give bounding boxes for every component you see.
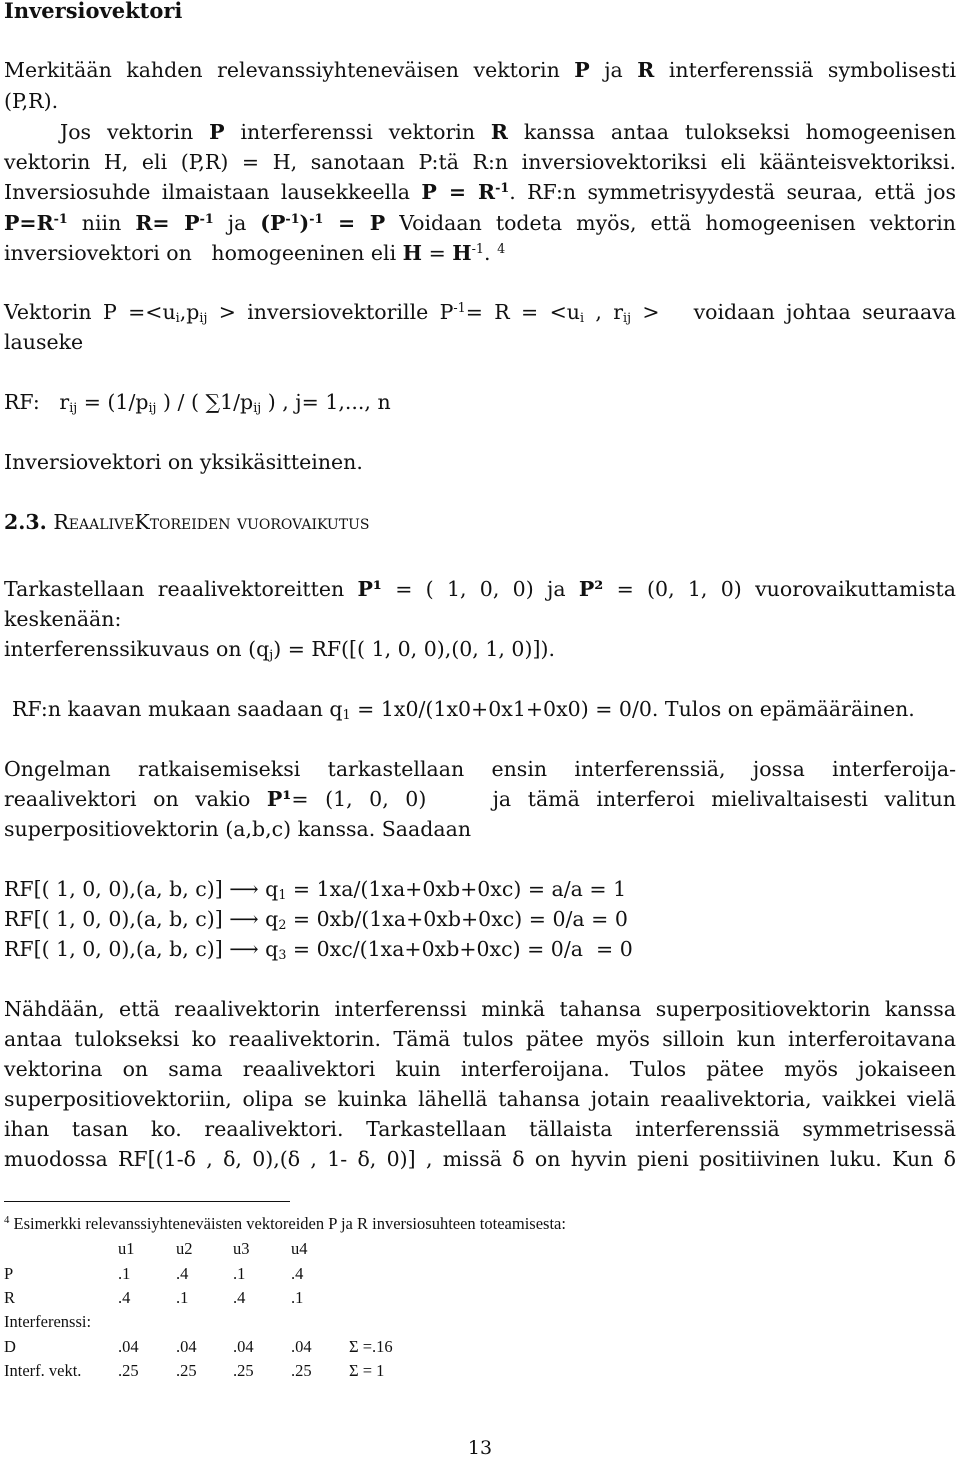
table-cell: Interf. vekt. (4, 1361, 82, 1381)
table-cell: .25 (176, 1361, 197, 1381)
table-cell: .04 (176, 1336, 197, 1356)
table-cell: .1 (291, 1287, 304, 1307)
footnote-separator (4, 1201, 290, 1202)
table-cell: Σ = 1 (349, 1361, 385, 1381)
page-title: Inversiovektori (4, 0, 183, 23)
paragraph-line: (P,R). (4, 89, 59, 113)
table-cell: .4 (176, 1263, 189, 1283)
paragraph-line: keskenään: (4, 607, 122, 631)
paragraph-line: RF:n kaavan mukaan saadaan $q_1 = 1x0/(1x0+0x1+0x0) = 0/0$. Tulos on epämääräinen. (12, 697, 915, 723)
table-cell: u3 (233, 1239, 250, 1259)
table-cell: .04 (291, 1336, 312, 1356)
paragraph-line: Vektorin $P =<u_i,p_{ij}$ > inversiovektorille $P^{-1}= R = <u_i$ , $r_{ij}$ > voidaan johtaa seuraava (4, 300, 956, 326)
table-cell: .04 (233, 1336, 254, 1356)
paragraph-line: Merkitään kahden relevanssiyhteneväisen vektorin P ja R interferenssiä symbolisesti (4, 58, 957, 82)
paragraph-line: reaalivektori on vakio P¹= (1, 0, 0) ja tämä interferoi mielivaltaisesti valitun (4, 787, 957, 811)
table-cell (233, 1310, 291, 1334)
table-cell: u4 (291, 1239, 308, 1259)
table-cell: .4 (118, 1287, 131, 1307)
table-cell: Σ =.16 (349, 1336, 393, 1356)
table-row (4, 1237, 393, 1261)
formula-line: RF: $r_{ij} = (1/p_{ij}$ ) / ( $\sum 1/p_{ij}$ ) , j= 1,..., n (4, 390, 391, 416)
paragraph-line: Nähdään, että reaalivektorin interferenssi minkä tahansa superpositiovektorin kanssa (4, 997, 956, 1021)
paragraph-line: Tarkastellaan reaalivektoreitten P¹ = ( 1, 0, 0) ja P² = (0, 1, 0) vuorovaikuttamista (4, 577, 957, 601)
paragraph-line: vektorina on sama reaalivektori kuin interferoijana. Tulos pätee myös jokaiseen (4, 1057, 956, 1081)
paragraph-line: muodossa RF[(1-δ , δ, 0),(δ , 1- δ, 0)] , missä δ on hyvin pieni positiivinen luku. Kun δ (4, 1147, 956, 1171)
table-cell: Interferenssi: (4, 1312, 92, 1332)
paragraph-line: $P=R^{-1}$ niin $R= P^{-1}$ ja $(P^{-1})^{-1} = P$ Voidaan todeta myös, että homogeenisen vektorin (4, 211, 956, 235)
paragraph-line: Inversiosuhde ilmaistaan lausekkeella $P = R^{-1}$. RF:n symmetrisyydestä seuraa, että jos (4, 180, 956, 204)
table-row (4, 1310, 393, 1334)
footnote-table (4, 1237, 393, 1383)
table-cell (291, 1310, 349, 1334)
paragraph-line: superpositiovektorin (a,b,c) kanssa. Saadaan (4, 817, 472, 841)
table-cell (118, 1310, 176, 1334)
paragraph-line: Ongelman ratkaisemiseksi tarkastellaan ensin interferenssiä, jossa interferoija- (4, 757, 956, 781)
table-row (4, 1261, 393, 1285)
page-number: 13 (467, 1437, 493, 1459)
table-row (4, 1286, 393, 1310)
paragraph-line: interferenssikuvaus on $(q_j) = RF$([( 1, 0, 0),(0, 1, 0)]). (4, 637, 555, 663)
table-cell (349, 1310, 393, 1334)
table-cell: .25 (118, 1361, 139, 1381)
table-cell: .1 (176, 1287, 189, 1307)
paragraph-line: Inversiovektori on yksikäsitteinen. (4, 450, 363, 474)
table-cell: u1 (118, 1239, 135, 1259)
formula-line: RF[( 1, 0, 0),(a, b, c)] ⟶ $q_3 = 0xc/(1xa+0xb+0xc) = 0/a = 0$ (4, 937, 633, 963)
table-cell: R (4, 1287, 16, 1307)
table-cell: u2 (176, 1239, 193, 1259)
table-cell: .25 (291, 1361, 312, 1381)
paragraph-line: ihan tasan ko. reaalivektori. Tarkastellaan tällaista interferenssiä symmetrisessä (4, 1117, 956, 1141)
paragraph-line: vektorin H, eli (P,R) = H, sanotaan P:tä R:n inversiovektoriksi eli käänteisvektoriksi. (4, 150, 956, 174)
formula-line: RF[( 1, 0, 0),(a, b, c)] ⟶ $q_2 = 0xb/(1xa+0xb+0xc) = 0/a = 0$ (4, 907, 628, 933)
table-cell: .1 (118, 1263, 131, 1283)
table-cell: .4 (233, 1287, 246, 1307)
table-row (4, 1335, 393, 1359)
table-cell: .04 (118, 1336, 139, 1356)
paragraph-line: superpositiovektoriin, olipa se kuinka lähellä tahansa jotain reaalivektoria, vaikkei vielä (4, 1087, 956, 1111)
table-row (4, 1359, 393, 1383)
section-heading: 2.3. ReaaliveKtoreiden vuorovaikutus (4, 510, 370, 534)
table-cell (349, 1286, 393, 1310)
table-cell: D (4, 1336, 16, 1356)
table-cell: P (4, 1263, 14, 1283)
table-cell: .25 (233, 1361, 254, 1381)
table-cell (349, 1261, 393, 1285)
table-cell (349, 1237, 393, 1261)
table-cell (4, 1237, 118, 1261)
paragraph-line: lauseke (4, 330, 84, 354)
formula-line: RF[( 1, 0, 0),(a, b, c)] ⟶ $q_1 = 1xa/(1xa+0xb+0xc) = a/a = 1$ (4, 877, 627, 903)
table-cell: .1 (233, 1263, 246, 1283)
paragraph-line: Jos vektorin P interferenssi vektorin R kanssa antaa tulokseksi homogeenisen (60, 120, 957, 144)
paragraph-line: antaa tulokseksi ko reaalivektorin. Tämä tulos pätee myös silloin kun interferoitavana (4, 1027, 956, 1051)
footnote-text: $^4$ Esimerkki relevanssiyhteneväisten vektoreiden P ja R inversiosuhteen toteamisesta: (4, 1214, 566, 1233)
table-cell (176, 1310, 233, 1334)
table-cell: .4 (291, 1263, 304, 1283)
paragraph-line: inversiovektori on homogeeninen eli $H = H^{-1}$. $^4$ (4, 241, 506, 265)
